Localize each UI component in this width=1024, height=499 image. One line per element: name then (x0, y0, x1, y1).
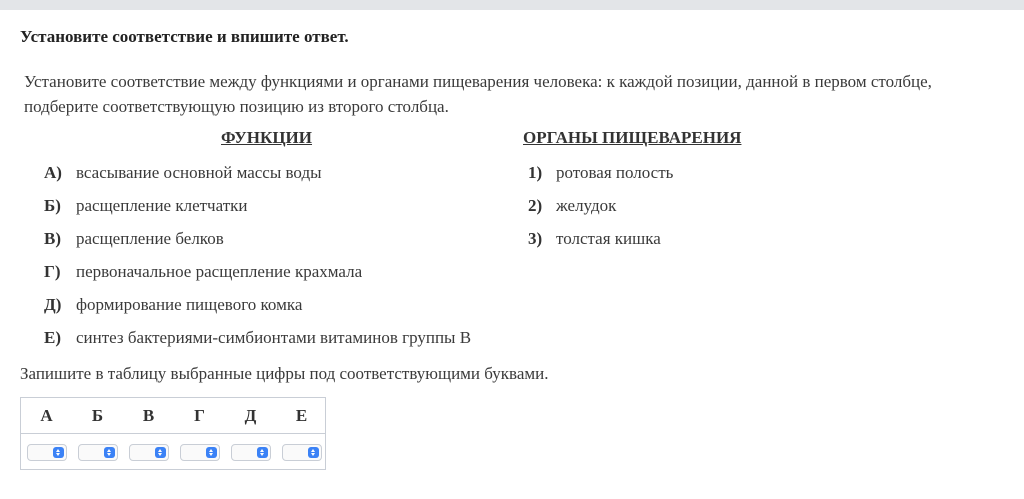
organ-item (528, 196, 828, 218)
answer-letter-b: Б (91, 406, 104, 425)
question-heading: Установите соответствие и впишите ответ. (20, 27, 349, 46)
function-text: формирование пищевого комка (76, 295, 303, 314)
function-text: расщепление белков (76, 229, 224, 248)
function-letter: Е) (44, 328, 61, 347)
function-item (44, 262, 504, 284)
function-item (44, 229, 504, 251)
function-item (44, 328, 504, 350)
answer-table (20, 397, 326, 470)
function-text: всасывание основной массы воды (76, 163, 322, 182)
function-item (44, 163, 504, 185)
organ-number: 1) (528, 163, 543, 182)
function-text: расщепление клетчатки (76, 196, 248, 215)
function-letter: Г) (44, 262, 61, 281)
function-letter: А) (44, 163, 62, 182)
function-text: первоначальное расщепление крахмала (76, 262, 363, 281)
function-letter: В) (44, 229, 61, 248)
organ-text: желудок (556, 196, 617, 215)
function-item (44, 196, 504, 218)
task-text (24, 69, 1004, 119)
answer-select-e[interactable] (282, 444, 322, 461)
organ-number: 3) (528, 229, 543, 248)
select-stepper-icon (257, 447, 268, 458)
answer-select-d[interactable] (231, 444, 271, 461)
answer-letter-d: Д (244, 406, 257, 425)
select-stepper-icon (155, 447, 166, 458)
task-line-1: Установите соответствие между функциями и органами пищеварения человека: к каждой позиции, данной в первом столбце, (24, 72, 932, 91)
function-item (44, 295, 504, 317)
function-letter: Д) (44, 295, 62, 314)
select-stepper-icon (206, 447, 217, 458)
function-letter: Б) (44, 196, 61, 215)
task-line-2: подберите соответствующую позицию из второго столбца. (24, 97, 449, 116)
organ-item (528, 229, 828, 251)
select-stepper-icon (53, 447, 64, 458)
answer-letter-e: Е (295, 406, 308, 425)
answer-table-header (21, 398, 325, 434)
organ-text: ротовая полость (556, 163, 674, 182)
top-bar (0, 0, 1024, 10)
function-text: синтез бактериями-симбионтами витаминов группы В (76, 328, 472, 347)
answer-select-v[interactable] (129, 444, 169, 461)
organs-column-header: ОРГАНЫ ПИЩЕВАРЕНИЯ (523, 128, 742, 147)
select-stepper-icon (104, 447, 115, 458)
functions-column-header: ФУНКЦИИ (221, 128, 313, 147)
answer-letter-a: А (40, 406, 53, 425)
answer-letter-v: В (142, 406, 155, 425)
organ-text: толстая кишка (556, 229, 661, 248)
organ-number: 2) (528, 196, 543, 215)
answer-select-b[interactable] (78, 444, 118, 461)
answer-letter-g: Г (194, 406, 205, 425)
answer-select-g[interactable] (180, 444, 220, 461)
organ-item (528, 163, 828, 185)
answer-select-a[interactable] (27, 444, 67, 461)
select-stepper-icon (308, 447, 319, 458)
answer-instruction: Запишите в таблицу выбранные цифры под соответствующими буквами. (20, 364, 549, 383)
